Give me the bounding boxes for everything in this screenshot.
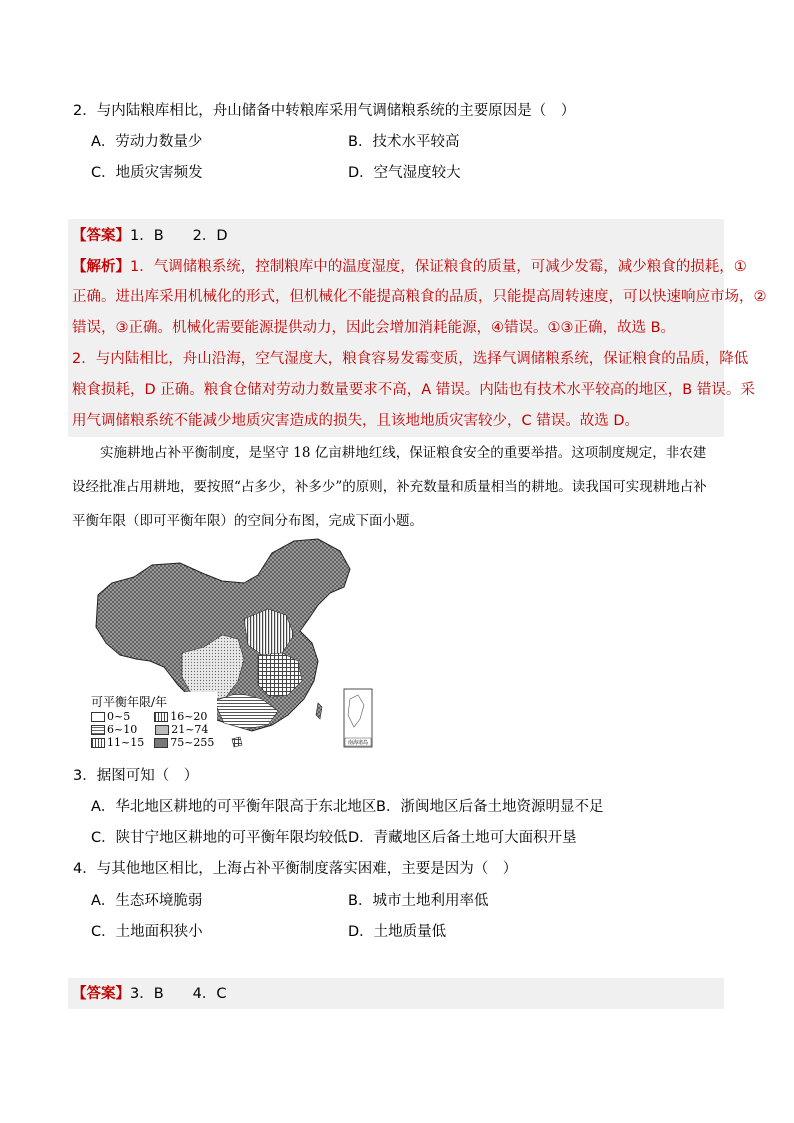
q3-option-d: D．青藏地区后备土地可大面积开垦 (348, 830, 577, 846)
analysis-text-3d: 错误。 (504, 320, 548, 336)
q4-option-b: B．城市土地利用率低 (348, 893, 489, 909)
q4-option-c: C．土地面积狭小 (91, 924, 203, 940)
analysis-line-1 (72, 257, 747, 277)
analysis-line-5: 粮食损耗，D 正确。粮食仓储对劳动力数量要求不高，A 错误。内陆也有技术水平较高的地区，B 错误。采 (72, 382, 755, 398)
answer-tag-2: 【答案】 (72, 986, 130, 1002)
q3-option-c: C．陕甘宁地区耕地的可平衡年限均较低 (91, 830, 348, 846)
analysis-line-4: 2．与内陆相比，舟山沿海，空气湿度大，粮食容易发霉变质，选择气调储粮系统，保证粮食的品质，降低 (72, 351, 749, 367)
q2-option-a: A．劳动力数量少 (91, 134, 203, 150)
analysis-text-3b: 正确。机械化需要能源提供动力，因此会增加消耗能源， (128, 320, 491, 336)
circled-3: ③ (115, 320, 129, 336)
q3-option-a: A．华北地区耕地的可平衡年限高于东北地区 (91, 799, 377, 815)
intro-line-2: 设经批准占用耕地，要按照“占多少，补多少”的原则，补充数量和质量相当的耕地。读我国可实现耕地占补 (72, 479, 707, 495)
map-taiwan (316, 703, 322, 719)
map-legend (88, 692, 217, 750)
circled-2: ② (753, 289, 767, 305)
legend-row-1 (91, 710, 214, 723)
legend-item-16-20: 16~20 (154, 710, 207, 723)
intro-line-1: 实施耕地占补平衡制度，是坚守 18 亿亩耕地红线，保证粮食安全的重要举措。这项制度规定，非农建 (100, 445, 707, 461)
analysis-tag: 【解析】 (72, 259, 130, 275)
china-cropland-map (82, 535, 374, 755)
analysis-line-6: 用气调储粮系统不能减少地质灾害造成的损失，且该地地质灾害较少，C 错误。故选 D。 (72, 413, 640, 429)
q3-option-b: B．浙闽地区后备土地资源明显不足 (376, 799, 604, 815)
circled-4: ④ (491, 320, 504, 336)
circled-13: ①③ (547, 320, 574, 336)
inset-label: 南海诸岛 (347, 740, 368, 746)
legend-row-3 (91, 736, 214, 749)
legend-item-6-10: 6~10 (91, 723, 137, 736)
legend-item-21-74: 21~74 (155, 723, 208, 736)
answer-box-2 (68, 978, 724, 1009)
q2-option-b: B．技术水平较高 (348, 134, 460, 150)
analysis-text-3e: 正确，故选 B。 (573, 320, 676, 336)
q2-option-d: D．空气湿度较大 (348, 165, 461, 181)
q4-option-a: A．生态环境脆弱 (91, 893, 203, 909)
q2-stem: 2．与内陆粮库相比，舟山储备中转粮库采用气调储粮系统的主要原因是（ ） (73, 103, 576, 119)
legend-item-75-255: 75~255 (154, 736, 214, 749)
answer-tag: 【答案】 (72, 228, 130, 244)
answer-line-1 (72, 226, 228, 246)
circled-1: ① (733, 259, 747, 275)
answer-text-2: 3．B 4．C (130, 986, 227, 1002)
analysis-text-1: 1．气调储粮系统，控制粮库中的温度湿度，保证粮食的质量，可减少发霉，减少粮食的损耗， (130, 259, 734, 275)
legend-item-0-5: 0~5 (91, 710, 130, 723)
q3-stem: 3．据图可知（ ） (73, 768, 199, 784)
legend-row-2 (91, 723, 214, 736)
legend-title: 可平衡年限/年 (91, 695, 168, 709)
analysis-line-2 (72, 287, 767, 307)
intro-line-3: 平衡年限（即可平衡年限）的空间分布图，完成下面小题。 (72, 513, 423, 529)
answer-analysis-box-1 (68, 219, 767, 437)
q4-stem: 4．与其他地区相比，上海占补平衡制度落实困难，主要是因为（ ） (73, 861, 518, 877)
q4-option-d: D．土地质量低 (348, 924, 447, 940)
analysis-line-3 (72, 318, 675, 338)
legend-item-11-15: 11~15 (91, 736, 144, 749)
analysis-text-2: 正确。进出库采用机械化的形式，但机械化不能提高粮食的品质，只能提高周转速度，可以快速响应市场， (72, 289, 754, 305)
answer-line-2 (72, 984, 227, 1004)
map-hainan (232, 737, 242, 747)
q2-option-c: C．地质灾害频发 (91, 165, 203, 181)
answer-text: 1．B 2．D (130, 228, 228, 244)
analysis-text-3a: 错误， (72, 320, 116, 336)
